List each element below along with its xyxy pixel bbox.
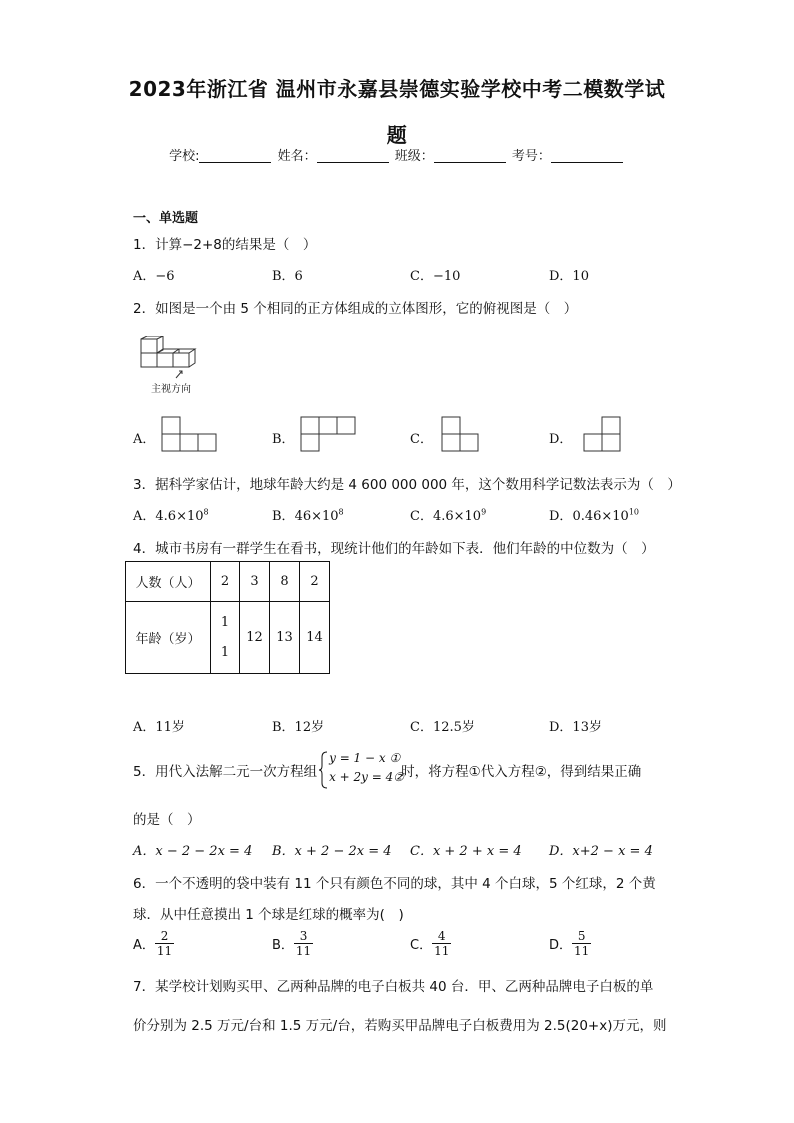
- q4-option-c: C．12.5岁: [410, 720, 475, 735]
- q4-option-b: B．12岁: [272, 720, 325, 735]
- view-direction-caption: 主视方向: [151, 384, 191, 395]
- q5-option-d: D．x+2 − x = 4: [549, 844, 653, 859]
- table-cell: 2: [300, 562, 330, 602]
- name-label: 姓名：: [277, 149, 317, 164]
- q4-option-a: A．11岁: [133, 720, 185, 735]
- q4-option-d: D．13岁: [549, 720, 602, 735]
- table-cell: 2: [211, 562, 240, 602]
- q6-option-d: D． $\frac{5}{11}$: [549, 929, 590, 958]
- student-info-line: [0, 145, 794, 164]
- table-header-age: 年龄（岁）: [126, 602, 211, 674]
- brace-icon: [319, 751, 329, 789]
- question-4: 4．城市书房有一群学生在看书，现统计他们的年龄如下表．他们年龄的中位数为（ ）: [133, 541, 655, 557]
- id-label: 考号：: [511, 149, 551, 164]
- question-3: 3．据科学家估计，地球年龄大约是 4 600 000 000 年，这个数用科学记数法表示为（ ）: [133, 477, 681, 493]
- q1-option-b: B．6: [272, 269, 303, 284]
- q6-option-b: B． $\frac{3}{11}$: [272, 929, 312, 958]
- q5-option-b: B．x + 2 − 2x = 4: [272, 844, 392, 859]
- question-7-line2: 价分别为 2.5 万元/台和 1.5 万元/台，若购买甲品牌电子白板费用为 2.5(20+x)万元，则: [133, 1018, 667, 1034]
- table-cell: 3: [240, 562, 270, 602]
- question-5-line2: 的是（ ）: [133, 812, 201, 828]
- cube-solid-figure: [138, 336, 208, 380]
- q3-option-d: D．$0.46\times 10^{10}$: [549, 507, 640, 524]
- table-header-count: 人数（人）: [126, 562, 211, 602]
- q2-option-a-figure: [160, 414, 220, 454]
- q6-option-a: A． $\frac{2}{11}$: [133, 929, 173, 958]
- table-cell: 13: [270, 602, 300, 674]
- question-1: 1．计算−2+8的结果是（ ）: [133, 237, 317, 253]
- question-2: 2．如图是一个由 5 个相同的正方体组成的立体图形，它的俯视图是（ ）: [133, 301, 578, 317]
- q2-option-a-label: A．: [133, 432, 156, 447]
- section-title: 一、单选题: [133, 211, 199, 226]
- class-blank[interactable]: [434, 148, 506, 163]
- question-7-line1: 7．某学校计划购买甲、乙两种品牌的电子白板共 40 台．甲、乙两种品牌电子白板的单: [133, 979, 654, 995]
- q1-option-a: A．−6: [133, 269, 175, 284]
- table-cell: 14: [300, 602, 330, 674]
- question-6-line1: 6．一个不透明的袋中装有 11 个只有颜色不同的球，其中 4 个白球，5 个红球，2 个黄: [133, 876, 656, 892]
- q5-option-a: A．x − 2 − 2x = 4: [133, 844, 253, 859]
- equation-1: y = 1 − x ①: [329, 751, 401, 765]
- name-blank[interactable]: [317, 148, 389, 163]
- question-5: 5．用代入法解二元一次方程组 y = 1 − x ① x + 2y = 4② 时，将方程①代入方程②，得到结果正确: [133, 751, 641, 789]
- table-row: [126, 602, 330, 674]
- q2-option-b-figure: [299, 414, 359, 454]
- q2-option-d-figure: [582, 414, 626, 454]
- q3-option-a: A．$4.6\times 10^8$: [133, 507, 209, 524]
- page-title: 2023年浙江省 温州市永嘉县崇德实验学校中考二模数学试题: [128, 77, 666, 147]
- q2-option-c-label: C．: [410, 432, 433, 447]
- q1-option-c: C．−10: [410, 269, 461, 284]
- id-blank[interactable]: [551, 148, 623, 163]
- q6-option-c: C． $\frac{4}{11}$: [410, 929, 450, 958]
- q1-option-d: D．10: [549, 269, 589, 284]
- table-cell: 1 1: [211, 602, 240, 674]
- equation-system: [319, 751, 405, 789]
- q5-option-c: C．x + 2 + x = 4: [410, 844, 522, 859]
- equation-2: x + 2y = 4②: [329, 770, 405, 784]
- q2-option-d-label: D．: [549, 432, 573, 447]
- age-table: [125, 561, 330, 674]
- q3-option-b: B．$46\times 10^8$: [272, 507, 344, 524]
- q3-option-c: C．$4.6\times 10^9$: [410, 507, 487, 524]
- question-6-line2: 球．从中任意摸出 1 个球是红球的概率为( ): [133, 907, 404, 923]
- q2-option-c-figure: [440, 414, 484, 454]
- school-blank[interactable]: [199, 148, 271, 163]
- class-label: 班级：: [394, 149, 434, 164]
- table-cell: 8: [270, 562, 300, 602]
- table-row: [126, 562, 330, 602]
- q2-option-b-label: B．: [272, 432, 295, 447]
- school-label: 学校:: [169, 149, 200, 164]
- table-cell: 12: [240, 602, 270, 674]
